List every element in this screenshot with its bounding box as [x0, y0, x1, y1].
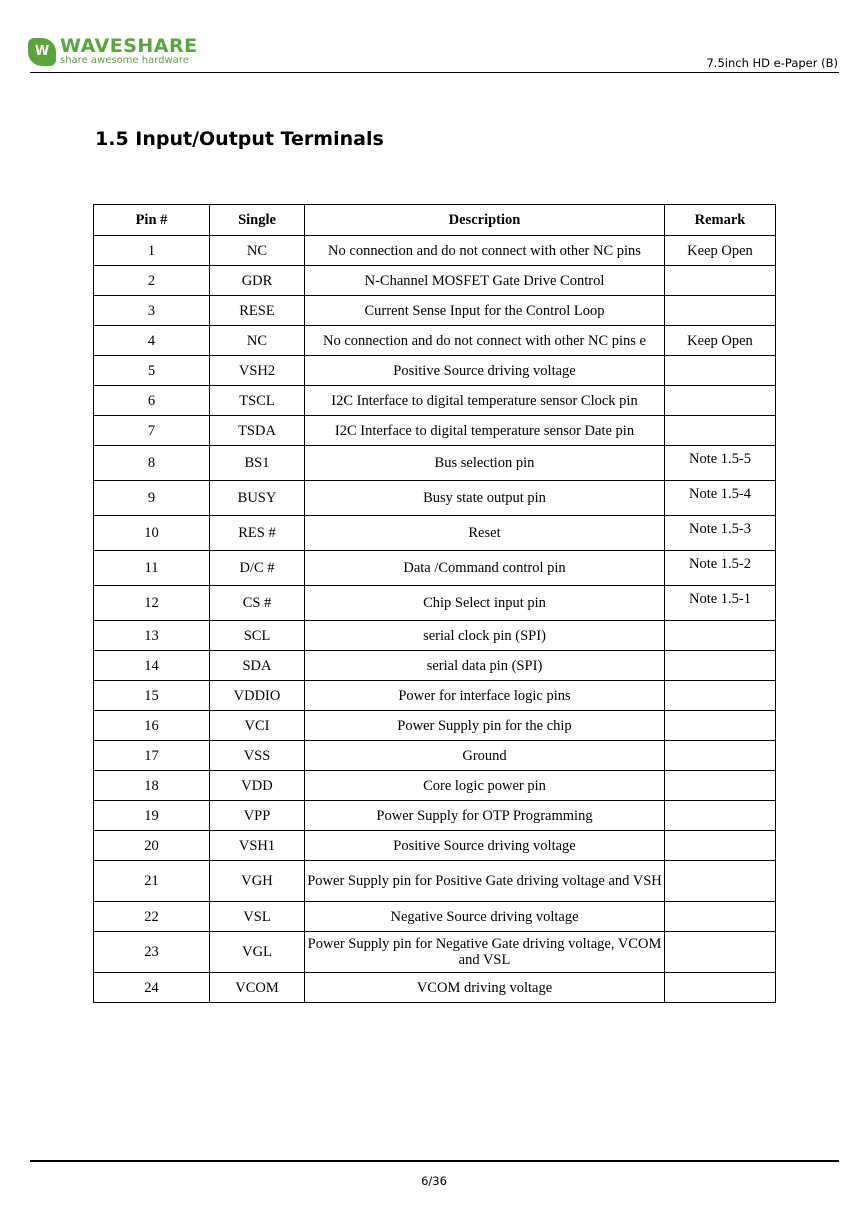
table-row	[94, 831, 776, 861]
table-row	[94, 551, 776, 586]
remark-cell	[665, 861, 776, 902]
table-row	[94, 326, 776, 356]
table-row	[94, 741, 776, 771]
table-row	[94, 296, 776, 326]
remark-cell: Note 1.5-3	[665, 516, 776, 551]
remark-cell	[665, 831, 776, 861]
signal-cell: TSDA	[210, 416, 305, 446]
remark-cell	[665, 296, 776, 326]
pin-cell: 4	[94, 326, 210, 356]
description-cell: Reset	[305, 516, 665, 551]
description-cell: I2C Interface to digital temperature sensor Date pin	[305, 416, 665, 446]
table-header-row	[94, 205, 776, 236]
description-cell: Power Supply pin for the chip	[305, 711, 665, 741]
pin-cell: 15	[94, 681, 210, 711]
page-number: 6/36	[421, 1174, 447, 1188]
pin-cell: 13	[94, 621, 210, 651]
signal-cell: VCOM	[210, 973, 305, 1003]
remark-cell	[665, 902, 776, 932]
pin-cell: 20	[94, 831, 210, 861]
signal-cell: RES #	[210, 516, 305, 551]
description-cell: Chip Select input pin	[305, 586, 665, 621]
table-row	[94, 771, 776, 801]
description-cell: serial data pin (SPI)	[305, 651, 665, 681]
signal-cell: CS #	[210, 586, 305, 621]
description-cell: Power for interface logic pins	[305, 681, 665, 711]
description-cell: No connection and do not connect with other NC pins e	[305, 326, 665, 356]
description-cell: I2C Interface to digital temperature sensor Clock pin	[305, 386, 665, 416]
signal-cell: VCI	[210, 711, 305, 741]
signal-cell: VSL	[210, 902, 305, 932]
waveshare-logo	[28, 36, 198, 70]
pin-cell: 14	[94, 651, 210, 681]
table-row	[94, 932, 776, 973]
signal-cell: VGH	[210, 861, 305, 902]
table-row	[94, 446, 776, 481]
column-header-description: Description	[305, 205, 665, 236]
pin-cell: 17	[94, 741, 210, 771]
signal-cell: VDDIO	[210, 681, 305, 711]
table-row	[94, 861, 776, 902]
signal-cell: VDD	[210, 771, 305, 801]
remark-cell	[665, 801, 776, 831]
description-cell: Power Supply for OTP Programming	[305, 801, 665, 831]
column-header-remark: Remark	[665, 205, 776, 236]
pin-cell: 19	[94, 801, 210, 831]
logo-wordmark: WAVESHARE	[60, 35, 198, 57]
description-cell: Positive Source driving voltage	[305, 831, 665, 861]
column-header-pin: Pin #	[94, 205, 210, 236]
remark-cell: Note 1.5-5	[665, 446, 776, 481]
remark-cell	[665, 973, 776, 1003]
signal-cell: NC	[210, 326, 305, 356]
remark-cell	[665, 681, 776, 711]
table-row	[94, 651, 776, 681]
pin-cell: 11	[94, 551, 210, 586]
table-row	[94, 973, 776, 1003]
section-title: 1.5 Input/Output Terminals	[95, 128, 384, 150]
pin-cell: 22	[94, 902, 210, 932]
pin-cell: 12	[94, 586, 210, 621]
description-cell: VCOM driving voltage	[305, 973, 665, 1003]
signal-cell: RESE	[210, 296, 305, 326]
pin-cell: 23	[94, 932, 210, 973]
table-row	[94, 586, 776, 621]
pin-cell: 2	[94, 266, 210, 296]
remark-cell	[665, 651, 776, 681]
description-cell: Core logic power pin	[305, 771, 665, 801]
signal-cell: VGL	[210, 932, 305, 973]
pin-cell: 10	[94, 516, 210, 551]
pin-table-body	[94, 236, 776, 1003]
remark-cell	[665, 741, 776, 771]
table-row	[94, 801, 776, 831]
footer-divider	[30, 1160, 839, 1162]
pin-cell: 7	[94, 416, 210, 446]
remark-cell: Keep Open	[665, 236, 776, 266]
signal-cell: BS1	[210, 446, 305, 481]
table-row	[94, 386, 776, 416]
pin-cell: 8	[94, 446, 210, 481]
table-row	[94, 681, 776, 711]
pin-cell: 21	[94, 861, 210, 902]
remark-cell: Keep Open	[665, 326, 776, 356]
table-row	[94, 266, 776, 296]
signal-cell: BUSY	[210, 481, 305, 516]
pin-cell: 3	[94, 296, 210, 326]
remark-cell	[665, 266, 776, 296]
signal-cell: VSH1	[210, 831, 305, 861]
signal-cell: VSH2	[210, 356, 305, 386]
description-cell: No connection and do not connect with other NC pins	[305, 236, 665, 266]
signal-cell: SCL	[210, 621, 305, 651]
signal-cell: D/C #	[210, 551, 305, 586]
table-row	[94, 236, 776, 266]
table-row	[94, 902, 776, 932]
description-cell: Negative Source driving voltage	[305, 902, 665, 932]
signal-cell: NC	[210, 236, 305, 266]
remark-cell	[665, 621, 776, 651]
document-title: 7.5inch HD e-Paper (B)	[706, 56, 838, 70]
pin-cell: 9	[94, 481, 210, 516]
column-header-single: Single	[210, 205, 305, 236]
pin-cell: 1	[94, 236, 210, 266]
header-divider	[30, 72, 839, 73]
pin-table	[93, 204, 776, 1003]
waveshare-logo-icon: W	[28, 38, 56, 66]
remark-cell	[665, 356, 776, 386]
remark-cell	[665, 386, 776, 416]
description-cell: Ground	[305, 741, 665, 771]
description-cell: Power Supply pin for Negative Gate driving voltage, VCOM and VSL	[305, 932, 665, 973]
description-cell: Power Supply pin for Positive Gate driving voltage and VSH	[305, 861, 665, 902]
remark-cell	[665, 771, 776, 801]
pin-cell: 24	[94, 973, 210, 1003]
remark-cell	[665, 932, 776, 973]
signal-cell: VSS	[210, 741, 305, 771]
table-row	[94, 416, 776, 446]
table-row	[94, 481, 776, 516]
remark-cell: Note 1.5-2	[665, 551, 776, 586]
signal-cell: GDR	[210, 266, 305, 296]
description-cell: Busy state output pin	[305, 481, 665, 516]
description-cell: Current Sense Input for the Control Loop	[305, 296, 665, 326]
pin-cell: 18	[94, 771, 210, 801]
table-row	[94, 356, 776, 386]
remark-cell	[665, 416, 776, 446]
description-cell: Data /Command control pin	[305, 551, 665, 586]
remark-cell	[665, 711, 776, 741]
remark-cell: Note 1.5-1	[665, 586, 776, 621]
pin-cell: 5	[94, 356, 210, 386]
description-cell: Bus selection pin	[305, 446, 665, 481]
description-cell: Positive Source driving voltage	[305, 356, 665, 386]
signal-cell: TSCL	[210, 386, 305, 416]
table-row	[94, 711, 776, 741]
description-cell: N-Channel MOSFET Gate Drive Control	[305, 266, 665, 296]
remark-cell: Note 1.5-4	[665, 481, 776, 516]
signal-cell: SDA	[210, 651, 305, 681]
page-header	[0, 0, 868, 80]
pin-cell: 16	[94, 711, 210, 741]
pin-cell: 6	[94, 386, 210, 416]
logo-tagline: share awesome hardware	[60, 55, 189, 66]
signal-cell: VPP	[210, 801, 305, 831]
table-row	[94, 621, 776, 651]
description-cell: serial clock pin (SPI)	[305, 621, 665, 651]
table-row	[94, 516, 776, 551]
